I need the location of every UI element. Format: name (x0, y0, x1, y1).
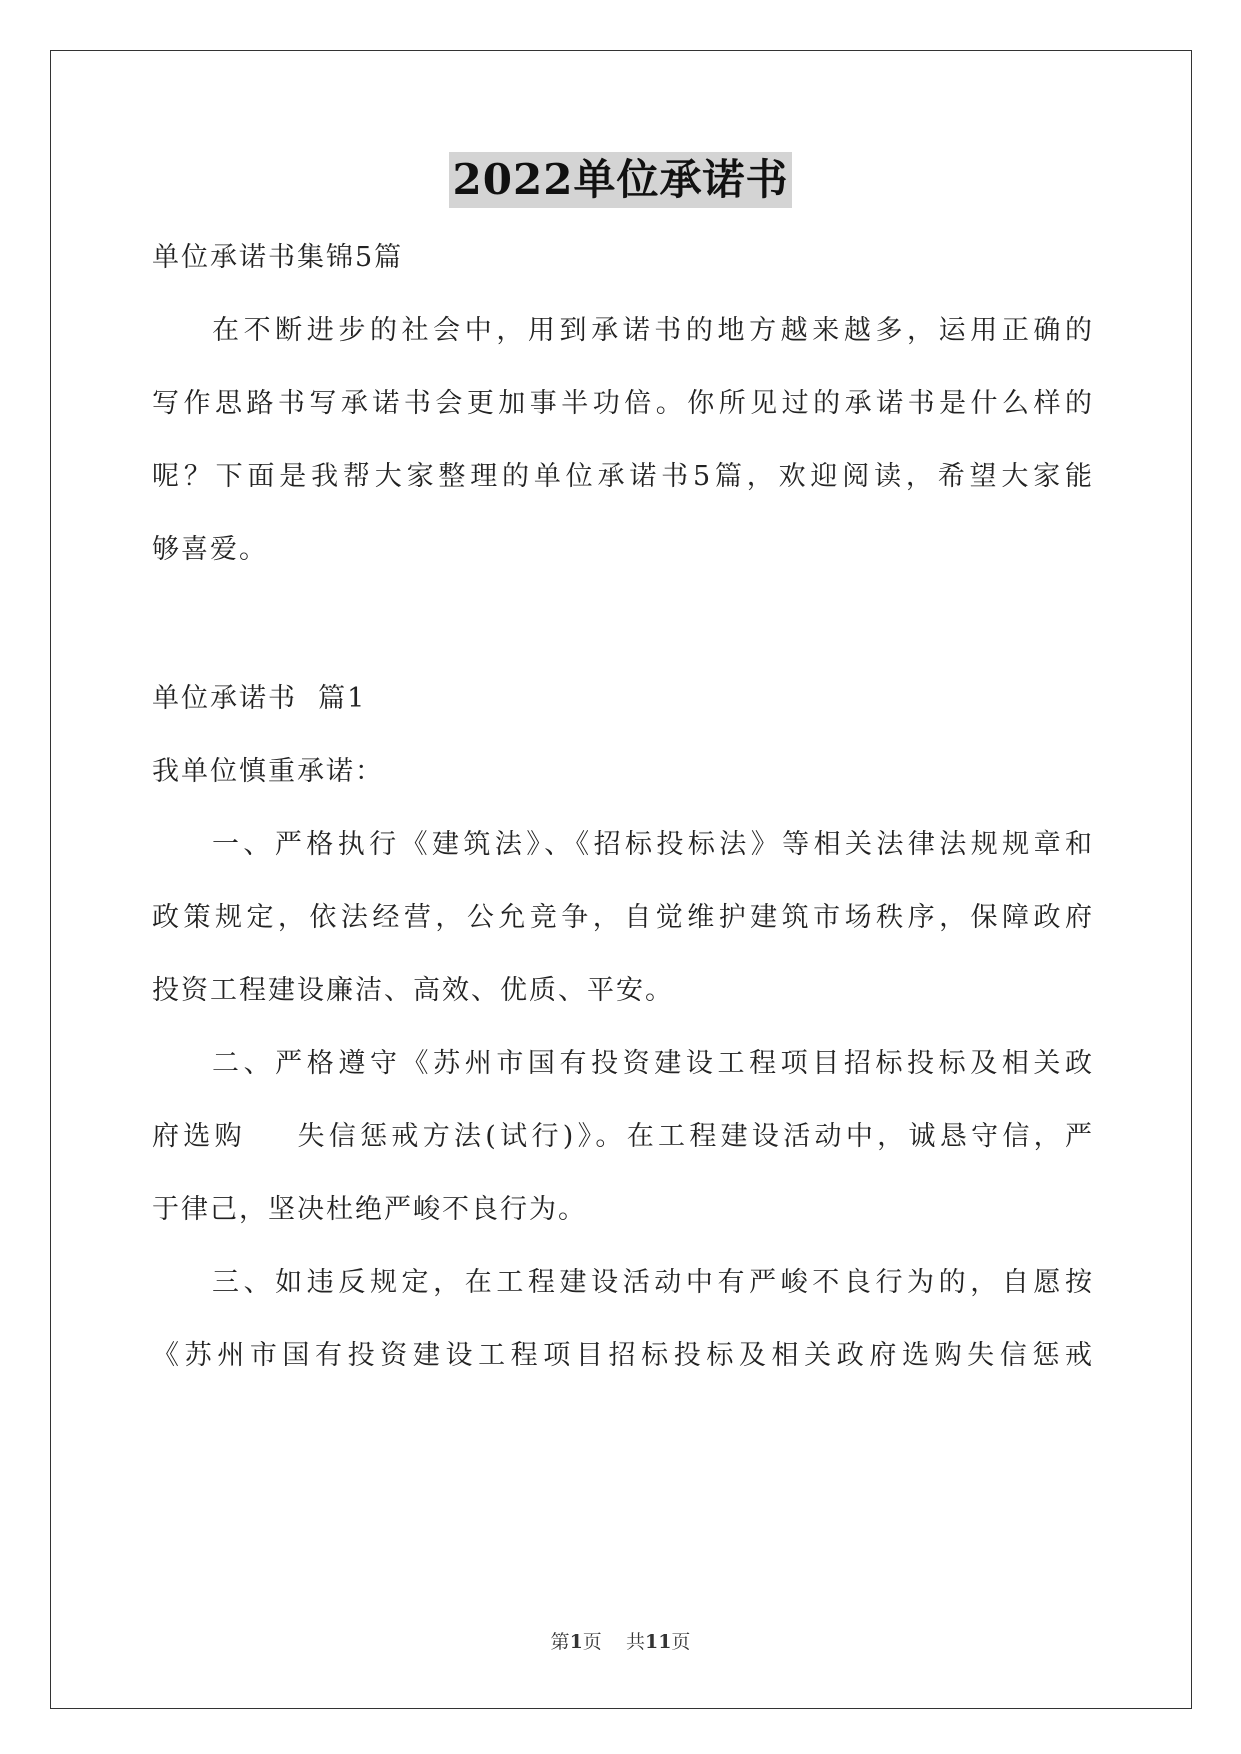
body-line-5: 府选购 失信惩戒方法(试行)》。在工程建设活动中，诚恳守信，严 (152, 1121, 1092, 1152)
footer-page-total: 11 (644, 1631, 672, 1653)
intro-line-3: 呢？下面是我帮大家整理的单位承诺书5篇，欢迎阅读，希望大家能 (152, 461, 1092, 492)
document-subtitle: 单位承诺书集锦5篇 (152, 242, 404, 273)
body-line-4: 二、严格遵守《苏州市国有投资建设工程项目招标投标及相关政 (212, 1048, 1092, 1079)
intro-line-2: 写作思路书写承诺书会更加事半功倍。你所见过的承诺书是什么样的 (152, 388, 1092, 419)
document-title: 2022单位承诺书 (449, 152, 793, 208)
footer-page-prefix: 第 (550, 1631, 570, 1653)
footer-page-current: 1 (569, 1631, 583, 1653)
section-heading: 单位承诺书 篇1 (152, 683, 367, 714)
page-footer (0, 1630, 1241, 1654)
body-line-3: 投资工程建设廉洁、高效、优质、平安。 (152, 975, 674, 1006)
footer-page-suffix: 页 (671, 1631, 691, 1653)
body-line-7: 三、如违反规定，在工程建设活动中有严峻不良行为的，自愿按 (212, 1267, 1092, 1298)
body-line-1: 一、严格执行《建筑法》、《招标投标法》等相关法律法规规章和 (212, 829, 1092, 860)
footer-page-mid: 页 共 (582, 1631, 645, 1653)
title-wrap (0, 152, 1241, 208)
body-line-8: 《苏州市国有投资建设工程项目招标投标及相关政府选购失信惩戒 (152, 1340, 1092, 1371)
pledge-lead: 我单位慎重承诺： (152, 756, 384, 787)
body-line-2: 政策规定，依法经营，公允竞争，自觉维护建筑市场秩序，保障政府 (152, 902, 1092, 933)
intro-line-4: 够喜爱。 (152, 534, 268, 565)
intro-line-1: 在不断进步的社会中，用到承诺书的地方越来越多，运用正确的 (212, 315, 1092, 346)
body-line-6: 于律己，坚决杜绝严峻不良行为。 (152, 1194, 587, 1225)
page-border (50, 50, 1192, 1709)
